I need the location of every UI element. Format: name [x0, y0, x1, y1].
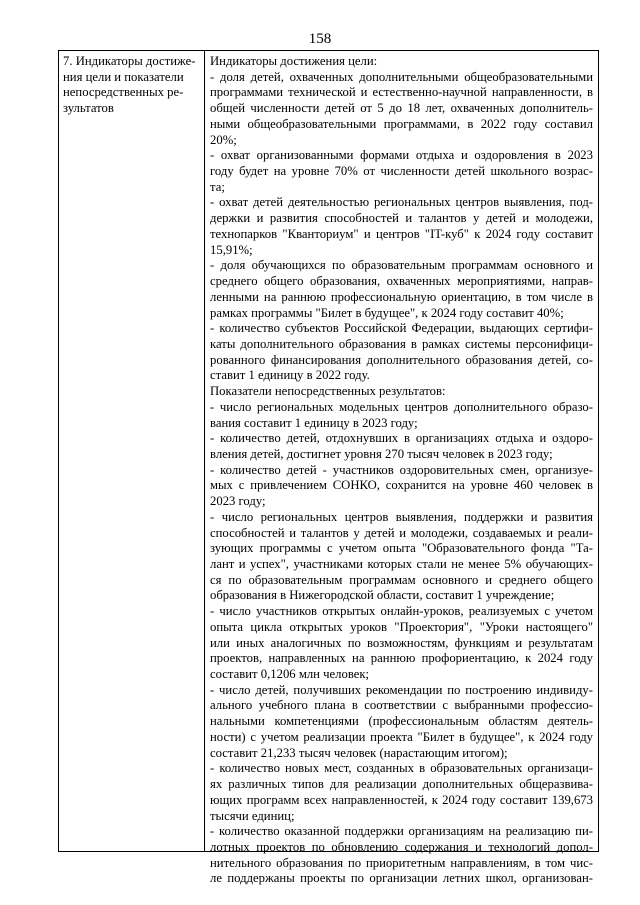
content-line: технопарков "Кванториум" и центров "IT-куб" к 2024 году составит	[210, 226, 593, 241]
content-line: - количество субъектов Российской Федерации, выдающих сертифи-	[210, 321, 593, 336]
content-line: вления детей, достигнет уровня 270 тысяч человек в 2023 году;	[210, 446, 553, 461]
content-line: 15,91%;	[210, 242, 253, 257]
passport-table	[58, 50, 599, 886]
content-line: образования в Нижегородской области, составит 1 учреждение;	[210, 588, 555, 603]
content-line: составит 0,1206 млн человек;	[210, 667, 370, 682]
content-line: - число региональных модельных центров дополнительного образо-	[210, 399, 593, 414]
content-line: ся по образовательным программам основного и среднего общего	[210, 572, 593, 587]
content-line: программами технической и естественно-научной направленности, в	[210, 85, 593, 100]
content-line: способностей и талантов у детей и молодежи, создаваемых и реали-	[210, 525, 593, 540]
row-heading-text: 7. Индикаторы достиже- ния цели и показатели непосредственных ре- зультатов	[63, 54, 196, 116]
content-line: общей численности детей от 5 до 18 лет, охваченных дополнитель-	[210, 101, 593, 116]
content-line: году будет на уровне 70% от численности детей школьного возрас-	[210, 164, 593, 179]
content-line: - количество детей - участников оздоровительных смен, организуе-	[210, 462, 593, 477]
content-line: нительного образования по приоритетным направлениям, в том чис-	[210, 855, 593, 870]
content-line: - число участников открытых онлайн-уроков, реализуемых с учетом	[210, 604, 593, 619]
content-line: лотных проектов по обновлению содержания и технологий допол-	[210, 839, 593, 854]
content-line: ными общеобразовательными программами, в 2022 году составил	[210, 116, 593, 131]
content-line: ального учебного плана в соответствии с выбранными профессио-	[210, 698, 593, 713]
content-line: проектов, направленных на раннюю профориентацию, к 2024 году	[210, 651, 593, 666]
content-line: зующих программы с учетом опыта "Образовательного фонда "Та-	[210, 541, 593, 556]
content-line: рованного финансирования дополнительного образования детей, со-	[210, 352, 593, 367]
content-line: среднего общего образования, охваченных мероприятиями, направ-	[210, 274, 593, 289]
content-line: каты дополнительного образования в рамках системы персонифици-	[210, 336, 593, 351]
content-line: - число региональных центров выявления, поддержки и развития	[210, 509, 593, 524]
content-line: нальными компетенциями (профессиональным областям деятель-	[210, 714, 593, 729]
content-line: ности) с учетом реализации проекта "Билет в будущее", к 2024 году	[210, 729, 593, 744]
content-line: - количество новых мест, созданных в образовательных организаци-	[210, 761, 593, 776]
content-line: 20%;	[210, 132, 237, 147]
content-line: - охват организованными формами отдыха и оздоровления в 2023	[210, 148, 593, 163]
content-line: лант и успех", участниками которых стали не менее 5% обучающих-	[210, 557, 593, 571]
content-line: ленными на раннюю профессиональную ориентацию, в том числе в	[210, 289, 593, 304]
content-line: тысячи единиц;	[210, 808, 295, 823]
content-line: мых с привлечением СОНКО, сохранится на уровне 460 человек в	[210, 478, 593, 493]
content-line: опыта цикла открытых уроков "Проектория", "Уроки настоящего"	[210, 619, 593, 634]
content-line: - количество оказанной поддержки организациям на реализацию пи-	[210, 824, 593, 839]
content-line: составит 21,233 тысяч человек (нарастающим итогом);	[210, 745, 508, 760]
content-line: - доля детей, охваченных дополнительными общеобразовательными	[210, 69, 593, 84]
content-line: ях различных типов для реализации дополнительных общеразвива-	[210, 777, 593, 792]
content-line: Показатели непосредственных результатов:	[210, 384, 446, 399]
row-content-cell	[205, 51, 598, 886]
content-line: Индикаторы достижения цели:	[210, 54, 378, 68]
row-content-text	[210, 54, 593, 887]
page-number: 158	[308, 31, 332, 47]
content-line: - доля обучающихся по образовательным программам основного и	[210, 258, 593, 273]
content-line: или иных аналогичных по возможностям, функциям и результатам	[210, 635, 593, 650]
row-heading-cell	[59, 51, 205, 851]
content-line: та;	[210, 179, 225, 194]
content-line: ставит 1 единицу в 2022 году.	[210, 368, 370, 383]
content-line: рамках программы "Билет в будущее", к 2024 году составит 40%;	[210, 305, 564, 320]
content-line: - количество детей, отдохнувших в организациях отдыха и оздоро-	[210, 431, 593, 446]
content-line: - число детей, получивших рекомендации по построению индивиду-	[210, 682, 593, 697]
content-line: - охват детей деятельностью региональных центров выявления, под-	[210, 195, 593, 210]
content-line: держки и развития способностей и талантов у детей и молодежи,	[210, 211, 593, 226]
content-line: вания составит 1 единицу в 2023 году;	[210, 415, 418, 430]
content-line: ле поддержаны проекты по организации летних школ, организован-	[210, 871, 593, 886]
content-line: 2023 году;	[210, 494, 266, 509]
content-line: ющих программ всех направленностей, к 2024 году составит 139,673	[210, 792, 593, 807]
